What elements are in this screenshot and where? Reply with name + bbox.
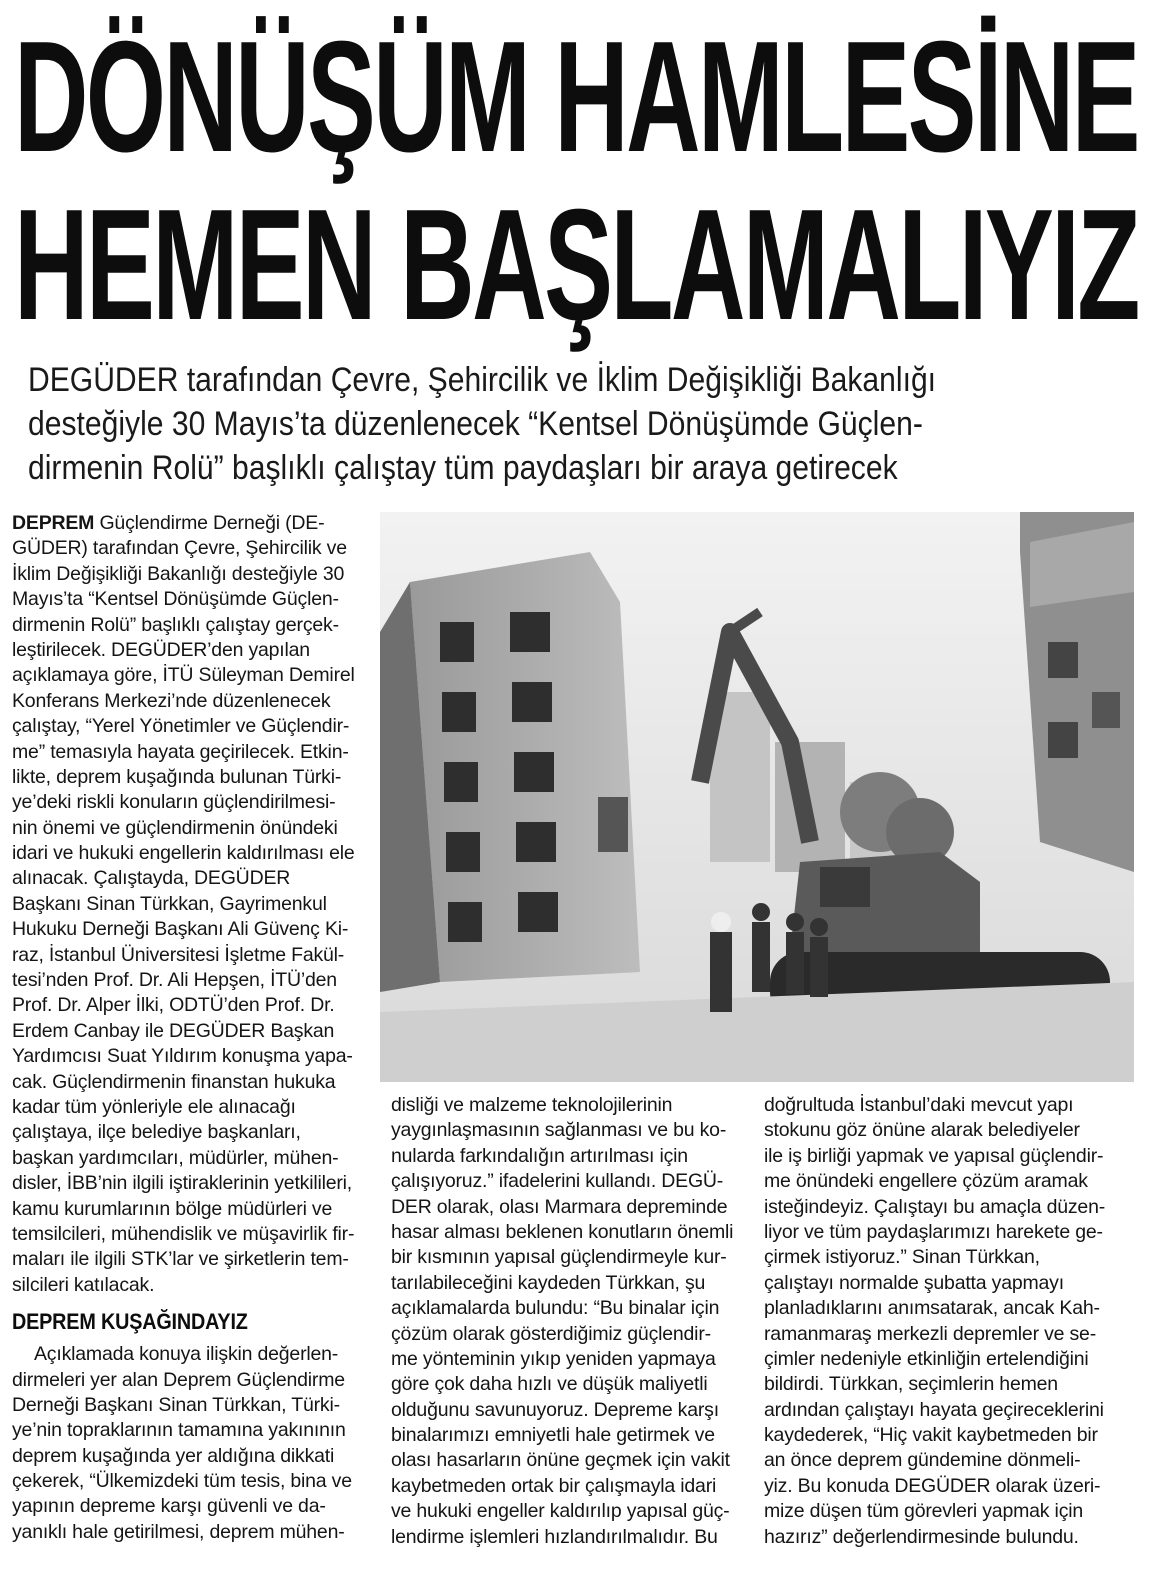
article-line: kaybetmeden ortak bir çalışmayla idari [391,1474,717,1497]
deck [28,358,1002,490]
article-column-1 [12,511,364,1545]
article-line: Mayıs’ta “Kentsel Dönüşümde Güçlen- [12,588,339,611]
photo-illustration [380,512,1134,1082]
article-line: açıklamaya göre, İTÜ Süleyman Demirel [12,664,355,687]
article-line: leştirilecek. DEGÜDER’den yapılan [12,638,310,661]
article-line: maları ile ilgili STK’lar ve şirketlerin tem- [12,1248,349,1271]
article-line: Erdem Canbay ile DEGÜDER Başkan [12,1019,335,1042]
article-line: DER olarak, olası Marmara depreminde [391,1195,728,1218]
article-line: cak. Güçlendirmenin finanstan hukuka [12,1070,336,1093]
demolition-photo [380,512,1134,1082]
article-line: göre çok daha hızlı ve düşük maliyetli [391,1373,708,1396]
article-line: ramanmaraş merkezli depremler ve se- [764,1322,1096,1345]
headline-line-1: DÖNÜŞÜM HAMLESİNE [14,9,1138,185]
article-line: çalıştay, “Yerel Yönetimler ve Güçlendir- [12,715,350,738]
article-line: ve hukuki engeller kaldırılıp yapısal güç- [391,1500,730,1523]
article-line: alınacak. Çalıştayda, DEGÜDER [12,867,291,890]
article-line: yanıklı hale getirilmesi, deprem mühen- [12,1520,345,1543]
article-line: disler, İBB’nin ilgili iştiraklerinin yetkilileri, [12,1172,353,1195]
article-line: Konferans Merkezi’nde düzenlenecek [12,689,331,712]
article-line: Hukuku Derneği Başkanı Ali Güvenç Ki- [12,918,349,941]
article-line: olduğunu savunuyoruz. Depreme karşı [391,1398,719,1421]
deck-line: DEGÜDER tarafından Çevre, Şehircilik ve İklim Değişikliği Bakanlığı [28,361,937,399]
article-line: hazırız” değerlendirmesinde bulundu. [764,1525,1079,1548]
article-line: tarılabileceğini kaydeden Türkkan, şu [391,1271,706,1294]
article-line: liyor ve tüm paydaşlarımızı harekete ge- [764,1220,1103,1243]
article-line: stokunu göz önüne alarak belediyeler [764,1119,1080,1142]
article-line: bir kısmının yapısal güçlendirmeyle kur- [391,1246,727,1269]
article-line: an önce deprem gündemine dönmeli- [764,1449,1081,1472]
article-line: yapının depreme karşı güvenli ve da- [12,1495,326,1518]
article-line: silcileri katılacak. [12,1273,155,1296]
article-line: idari ve hukuki engellerin kaldırılması ele [12,842,355,865]
article-line: çimler nedeniyle etkinliğin ertelendiğini [764,1347,1089,1370]
article-line: çekerek, “Ülkemizdeki tüm tesis, bina ve [12,1470,352,1493]
article-line: başkan yardımcıları, müdürler, mühen- [12,1146,339,1169]
article-line: lendirme işlemleri hızlandırılmalıdır. Bu [391,1525,718,1548]
article-line: likte, deprem kuşağında bulunan Türki- [12,765,342,788]
article-line: bildirdi. Türkkan, seçimlerin hemen [764,1373,1058,1396]
article-line: nularda farkındalığın artırılması için [391,1144,688,1167]
headline-line-2: HEMEN BAŞLAMALIYIZ [14,177,1138,353]
article-line [12,511,364,536]
article-line: isteğindeyiz. Çalıştayı bu amaçla düzen- [764,1195,1106,1218]
article-line: olası hasarların önüne geçmek için vakit [391,1449,730,1472]
deck-line: dirmenin Rolü” başlıklı çalıştay tüm paydaşları bir araya getirecek [28,449,898,487]
article-line: çalıştaya, ilçe belediye başkanları, [12,1121,301,1144]
article-line: çözüm olarak gösterdiğimiz güçlendir- [391,1322,711,1345]
article-line: yiz. Bu konuda DEGÜDER olarak üzeri- [764,1474,1101,1497]
article-line: tesi’nden Prof. Dr. Ali Hepşen, İTÜ’den [12,969,337,992]
article-line: açıklamalarda bulundu: “Bu binalar için [391,1297,720,1320]
article-line: doğrultuda İstanbul’daki mevcut yapı [764,1094,1074,1116]
article-line: ye’nin topraklarının tamamına yakınının [12,1419,346,1442]
lead-word: DEPREM [12,512,95,534]
article-line: ye’deki riskli konuların güçlendirilmesi- [12,791,336,814]
article-line: Derneği Başkanı Sinan Türkkan, Türki- [12,1393,340,1416]
article-line: İklim Değişikliği Bakanlığı desteğiyle 30 [12,562,345,585]
deck-line: desteğiyle 30 Mayıs’ta düzenlenecek “Kentsel Dönüşümde Güçlen- [28,405,923,443]
article-line: Başkanı Sinan Türkkan, Gayrimenkul [12,892,327,915]
article-line: çalıştayı normalde şubatta yapmayı [764,1271,1064,1294]
article-line: raz, İstanbul Üniversitesi İşletme Fakül- [12,943,345,966]
article-line: Yardımcısı Suat Yıldırım konuşma yapa- [12,1045,353,1068]
article-line: dirmeleri yer alan Deprem Güçlendirme [12,1368,345,1391]
article-line: binalarımızı emniyetli hale getirmek ve [391,1424,715,1447]
article-line: Prof. Dr. Alper İlki, ODTÜ’den Prof. Dr. [12,994,335,1017]
article-line: hasar alması beklenen konutların önemli [391,1220,734,1243]
article-line: planladıklarını anımsatarak, ancak Kah- [764,1297,1100,1320]
article-column-2 [391,1093,749,1550]
article-line: kaydederek, “Hiç vakit kaybetmeden bir [764,1424,1098,1447]
first-line-rest: Güçlendirme Derneği (DE- [94,512,325,534]
article-line: dirmenin Rolü” başlıklı çalıştay gerçek- [12,613,339,636]
article-line: yaygınlaşmasının sağlanması ve bu ko- [391,1119,727,1142]
article-line: disliği ve malzeme teknolojilerinin [391,1094,673,1116]
column-1-body-2 [12,1342,364,1545]
article-line: çalışıyoruz.” ifadelerini kullandı. DEGÜ- [391,1170,724,1193]
article-line: me önündeki engellere çözüm aramak [764,1170,1088,1193]
column-1-body [12,536,364,1298]
article-line: nin önemi ve güçlendirmenin önündeki [12,816,338,839]
article-line: ardından çalıştayı hayata geçireceklerini [764,1398,1104,1421]
article-line: me” temasıyla hayata geçirilecek. Etkin- [12,740,349,763]
article-line: ile iş birliği yapmak ve yapısal güçlendir- [764,1144,1104,1167]
article-line: mize düşen tüm görevleri yapmak için [764,1500,1084,1523]
article-line: me yönteminin yıkıp yeniden yapmaya [391,1347,716,1370]
article-line: kamu kurumlarının bölge müdürleri ve [12,1197,333,1220]
article-line: deprem kuşağında yer aldığına dikkati [12,1444,335,1467]
article-line: kadar tüm yönleriyle ele alınacağı [12,1095,296,1118]
article-line: GÜDER) tarafından Çevre, Şehircilik ve [12,537,347,560]
article-line: temsilcileri, mühendislik ve müşavirlik fir- [12,1222,355,1245]
article-line: Açıklamada konuya ilişkin değerlen- [34,1343,339,1366]
article-column-3 [764,1093,1140,1550]
article-line: çirmek istiyoruz.” Sinan Türkkan, [764,1246,1040,1269]
subheading: DEPREM KUŞAĞINDAYIZ [12,1309,248,1335]
